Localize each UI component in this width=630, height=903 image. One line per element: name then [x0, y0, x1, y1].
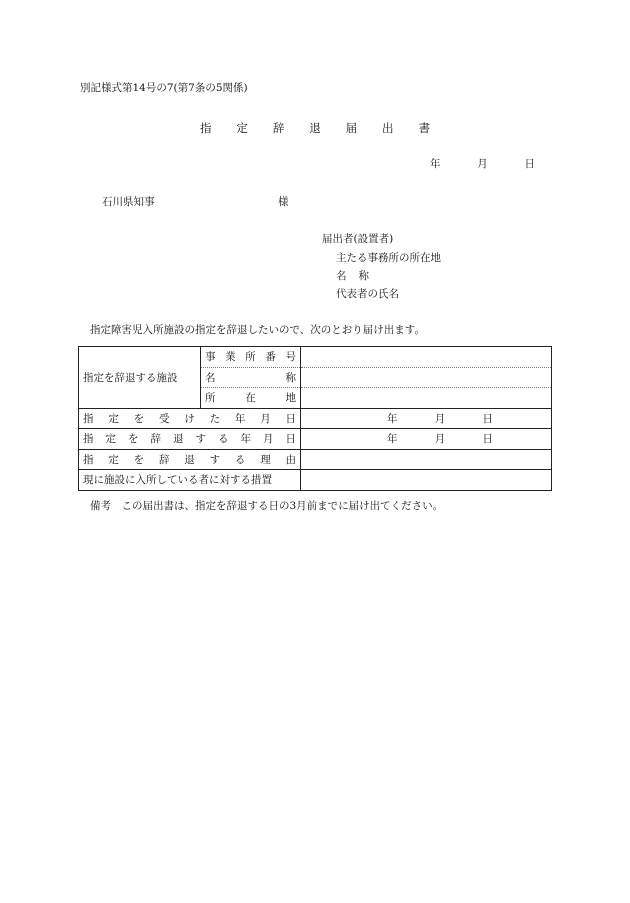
label-char: 指: [83, 412, 94, 425]
ymd-day: 日: [482, 433, 493, 446]
label-char: 月: [260, 412, 271, 425]
label-char: 指: [83, 453, 94, 466]
label-char: 名: [205, 371, 216, 384]
resident-measures-label: 現に施設に入所している者に対する措置: [79, 470, 301, 491]
ymd-year: 年: [387, 433, 398, 446]
withdrawal-date-field[interactable]: [301, 429, 552, 450]
ymd-month: 月: [434, 433, 446, 446]
title-char: 書: [418, 121, 430, 135]
resident-measures-field[interactable]: [301, 470, 552, 491]
submitter-name-label: [336, 268, 369, 283]
label-char: 年: [240, 433, 251, 446]
label-char: 所: [245, 351, 256, 364]
designation-date-label: [79, 408, 301, 429]
label-char: 称: [285, 371, 296, 384]
title-char: 出: [382, 121, 394, 135]
label-char: 指: [83, 433, 94, 446]
label-char: す: [195, 433, 206, 446]
label-char: 事: [205, 351, 216, 364]
date-year-label: 年: [430, 158, 441, 170]
ymd-month: 月: [434, 412, 446, 425]
office-number-label: [201, 347, 301, 368]
document-title: [200, 120, 430, 136]
title-char: 届: [345, 121, 358, 135]
label-char: 辞: [150, 433, 161, 446]
label-char: 定: [105, 433, 116, 446]
label-char: 在: [245, 392, 256, 405]
label-char: 地: [285, 392, 296, 405]
designation-date-field[interactable]: [301, 408, 552, 429]
label-char: 受: [158, 412, 170, 425]
label-char: 所: [205, 392, 216, 405]
label-char: 番: [265, 351, 276, 364]
label-char: 辞: [158, 453, 170, 466]
label-char: 由: [285, 453, 296, 466]
label-char: る: [234, 453, 246, 466]
form-number: 別記様式第14号の7(第7条の5関係): [80, 82, 248, 94]
intro-text: 指定障害児入所施設の指定を辞退したいので、次のとおり届け出ます。: [90, 324, 425, 336]
label-char: 年: [234, 412, 246, 425]
addressee-honorific: 様: [278, 196, 289, 208]
label-char: け: [184, 412, 195, 425]
remarks-note: 備考 この届出書は、指定を辞退する日の3月前までに届け出てください。: [90, 500, 444, 512]
office-number-field[interactable]: [301, 347, 552, 368]
submitter-representative: 代表者の氏名: [336, 288, 399, 300]
table-row: [79, 470, 552, 491]
table-row: [79, 429, 552, 450]
date-day-label: 日: [524, 158, 535, 170]
title-char: 辞: [272, 121, 285, 135]
label-char: 退: [173, 433, 184, 446]
title-char: 定: [236, 121, 248, 135]
label-char: を: [128, 433, 139, 446]
label-char: 日: [285, 433, 296, 446]
addressee-name: 石川県知事: [102, 196, 155, 208]
label-char: 定: [108, 412, 119, 425]
label-char: 月: [263, 433, 274, 446]
label-char: を: [133, 412, 145, 425]
withdrawal-reason-label: [79, 449, 301, 470]
title-char: 退: [309, 121, 321, 135]
label-char: す: [209, 453, 221, 466]
label-char: 号: [285, 351, 296, 364]
label-char: 理: [260, 453, 271, 466]
table-row: [79, 347, 552, 368]
label-char: 業: [225, 351, 236, 364]
label-char: る: [218, 433, 229, 446]
facility-location-label: [201, 388, 301, 409]
facility-location-field[interactable]: [301, 388, 552, 409]
table-row: [79, 449, 552, 470]
date-month-label: 月: [477, 158, 488, 170]
facility-label: 指定を辞退する施設: [79, 347, 201, 409]
name-char: 名: [336, 270, 347, 282]
label-char: を: [133, 453, 145, 466]
label-char: 定: [108, 453, 119, 466]
table-row: [79, 408, 552, 429]
submitter-office-location: 主たる事務所の所在地: [336, 252, 441, 264]
ymd-day: 日: [482, 412, 493, 425]
ymd-year: 年: [387, 412, 398, 425]
label-char: 日: [285, 412, 296, 425]
label-char: た: [209, 412, 221, 425]
submission-date: [430, 156, 535, 171]
withdrawal-reason-field[interactable]: [301, 449, 552, 470]
withdrawal-date-label: [79, 429, 301, 450]
title-char: 指: [200, 121, 212, 135]
facility-name-field[interactable]: [301, 367, 552, 388]
label-char: 退: [184, 453, 195, 466]
form-table: [78, 346, 552, 491]
facility-name-label: [201, 367, 301, 388]
name-char: 称: [358, 270, 369, 282]
submitter-heading: 届出者(設置者): [322, 233, 394, 245]
